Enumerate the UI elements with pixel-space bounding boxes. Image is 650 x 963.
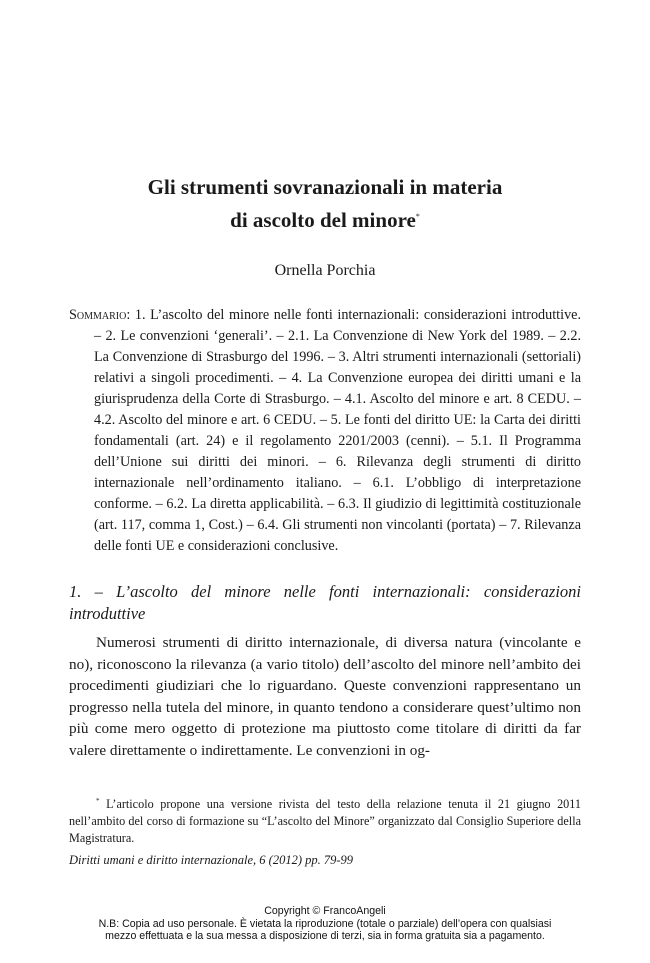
title-line-1: Gli strumenti sovranazionali in materia (147, 175, 503, 199)
copyright-line-1: Copyright © FrancoAngeli (264, 905, 386, 917)
footnote-text: L’articolo propone una versione rivista del testo della relazione tenuta il 21 giugno 2011 nell’ambito del corso di formazione su “L’ascolto del Minore” organizzato dal Consiglio Superiore della Magistratura. (69, 797, 581, 846)
summary-text: 1. L’ascolto del minore nelle fonti internazionali: considerazioni introduttive. – 2. Le convenzioni ‘generali’. – 2.1. La Convenzione di New York del 1989. – 2.2. La Convenzione di Strasburgo del 1996. – 3. Altri strumenti internazionali (settoriali) relativi a singoli procedimenti. – 4. La Convenzione europea dei diritti umani e la giurisprudenza della Corte di Strasburgo. – 4.1. Ascolto del minore e art. 8 CEDU. – 4.2. Ascolto del minore e art. 6 CEDU. – 5. Le fonti del diritto UE: la Carta dei diritti fondamentali (art. 24) e il regolamento 2201/2003 (cenni). – 5.1. Il Programma dell’Unione sui diritti dei minori. – 6. Rilevanza degli strumenti di diritto internazionale nell’ordinamento italiano. – 6.1. L’obbligo di interpretazione conforme. – 6.2. La diretta applicabilità. – 6.3. Il giudizio di legittimità costituzionale (art. 117, comma 1, Cost.) – 6.4. Gli strumenti non vincolanti (portata) – 7. Rilevanza delle fonti UE e considerazioni conclusive. (94, 307, 582, 554)
copyright-line-3: mezzo effettuata e la sua messa a disposizione di terzi, sia in forma gratuita sia a pagamento. (105, 930, 545, 942)
title-footnote-mark: * (415, 212, 420, 221)
copyright-notice (0, 905, 650, 943)
copyright-line-2: N.B: Copia ad uso personale. È vietata la riproduzione (totale o parziale) dell’opera con qualsiasi (98, 917, 552, 930)
footnote-mark: * (96, 797, 100, 805)
summary-lead: Sommario: (69, 307, 131, 323)
body-paragraph: Numerosi strumenti di diritto internazionale, di diversa natura (vincolante e no), riconoscono la rilevanza (a vario titolo) dell’ascolto del minore nell’ambito dei procedimenti giudiziari che lo riguardano. Queste convenzioni rappresentano un progresso nella tutela del minore, in quanto tendono a considerare quest’ultimo non più come mero oggetto di protezione ma piuttosto come titolare di diritti da far valere direttamente o indirettamente. Le convenzioni in og- (69, 634, 581, 759)
title-line-2-text: di ascolto del minore (230, 208, 416, 232)
section-heading: 1. – L’ascolto del minore nelle fonti internazionali: considerazioni introduttive (69, 582, 581, 623)
summary (69, 305, 581, 557)
title-line-2 (60, 202, 590, 235)
author-name: Ornella Porchia (274, 262, 376, 279)
journal-citation: Diritti umani e diritto internazionale, 6 (2012) pp. 79-99 (69, 853, 354, 867)
footnote (69, 793, 581, 847)
article-title (60, 173, 590, 235)
